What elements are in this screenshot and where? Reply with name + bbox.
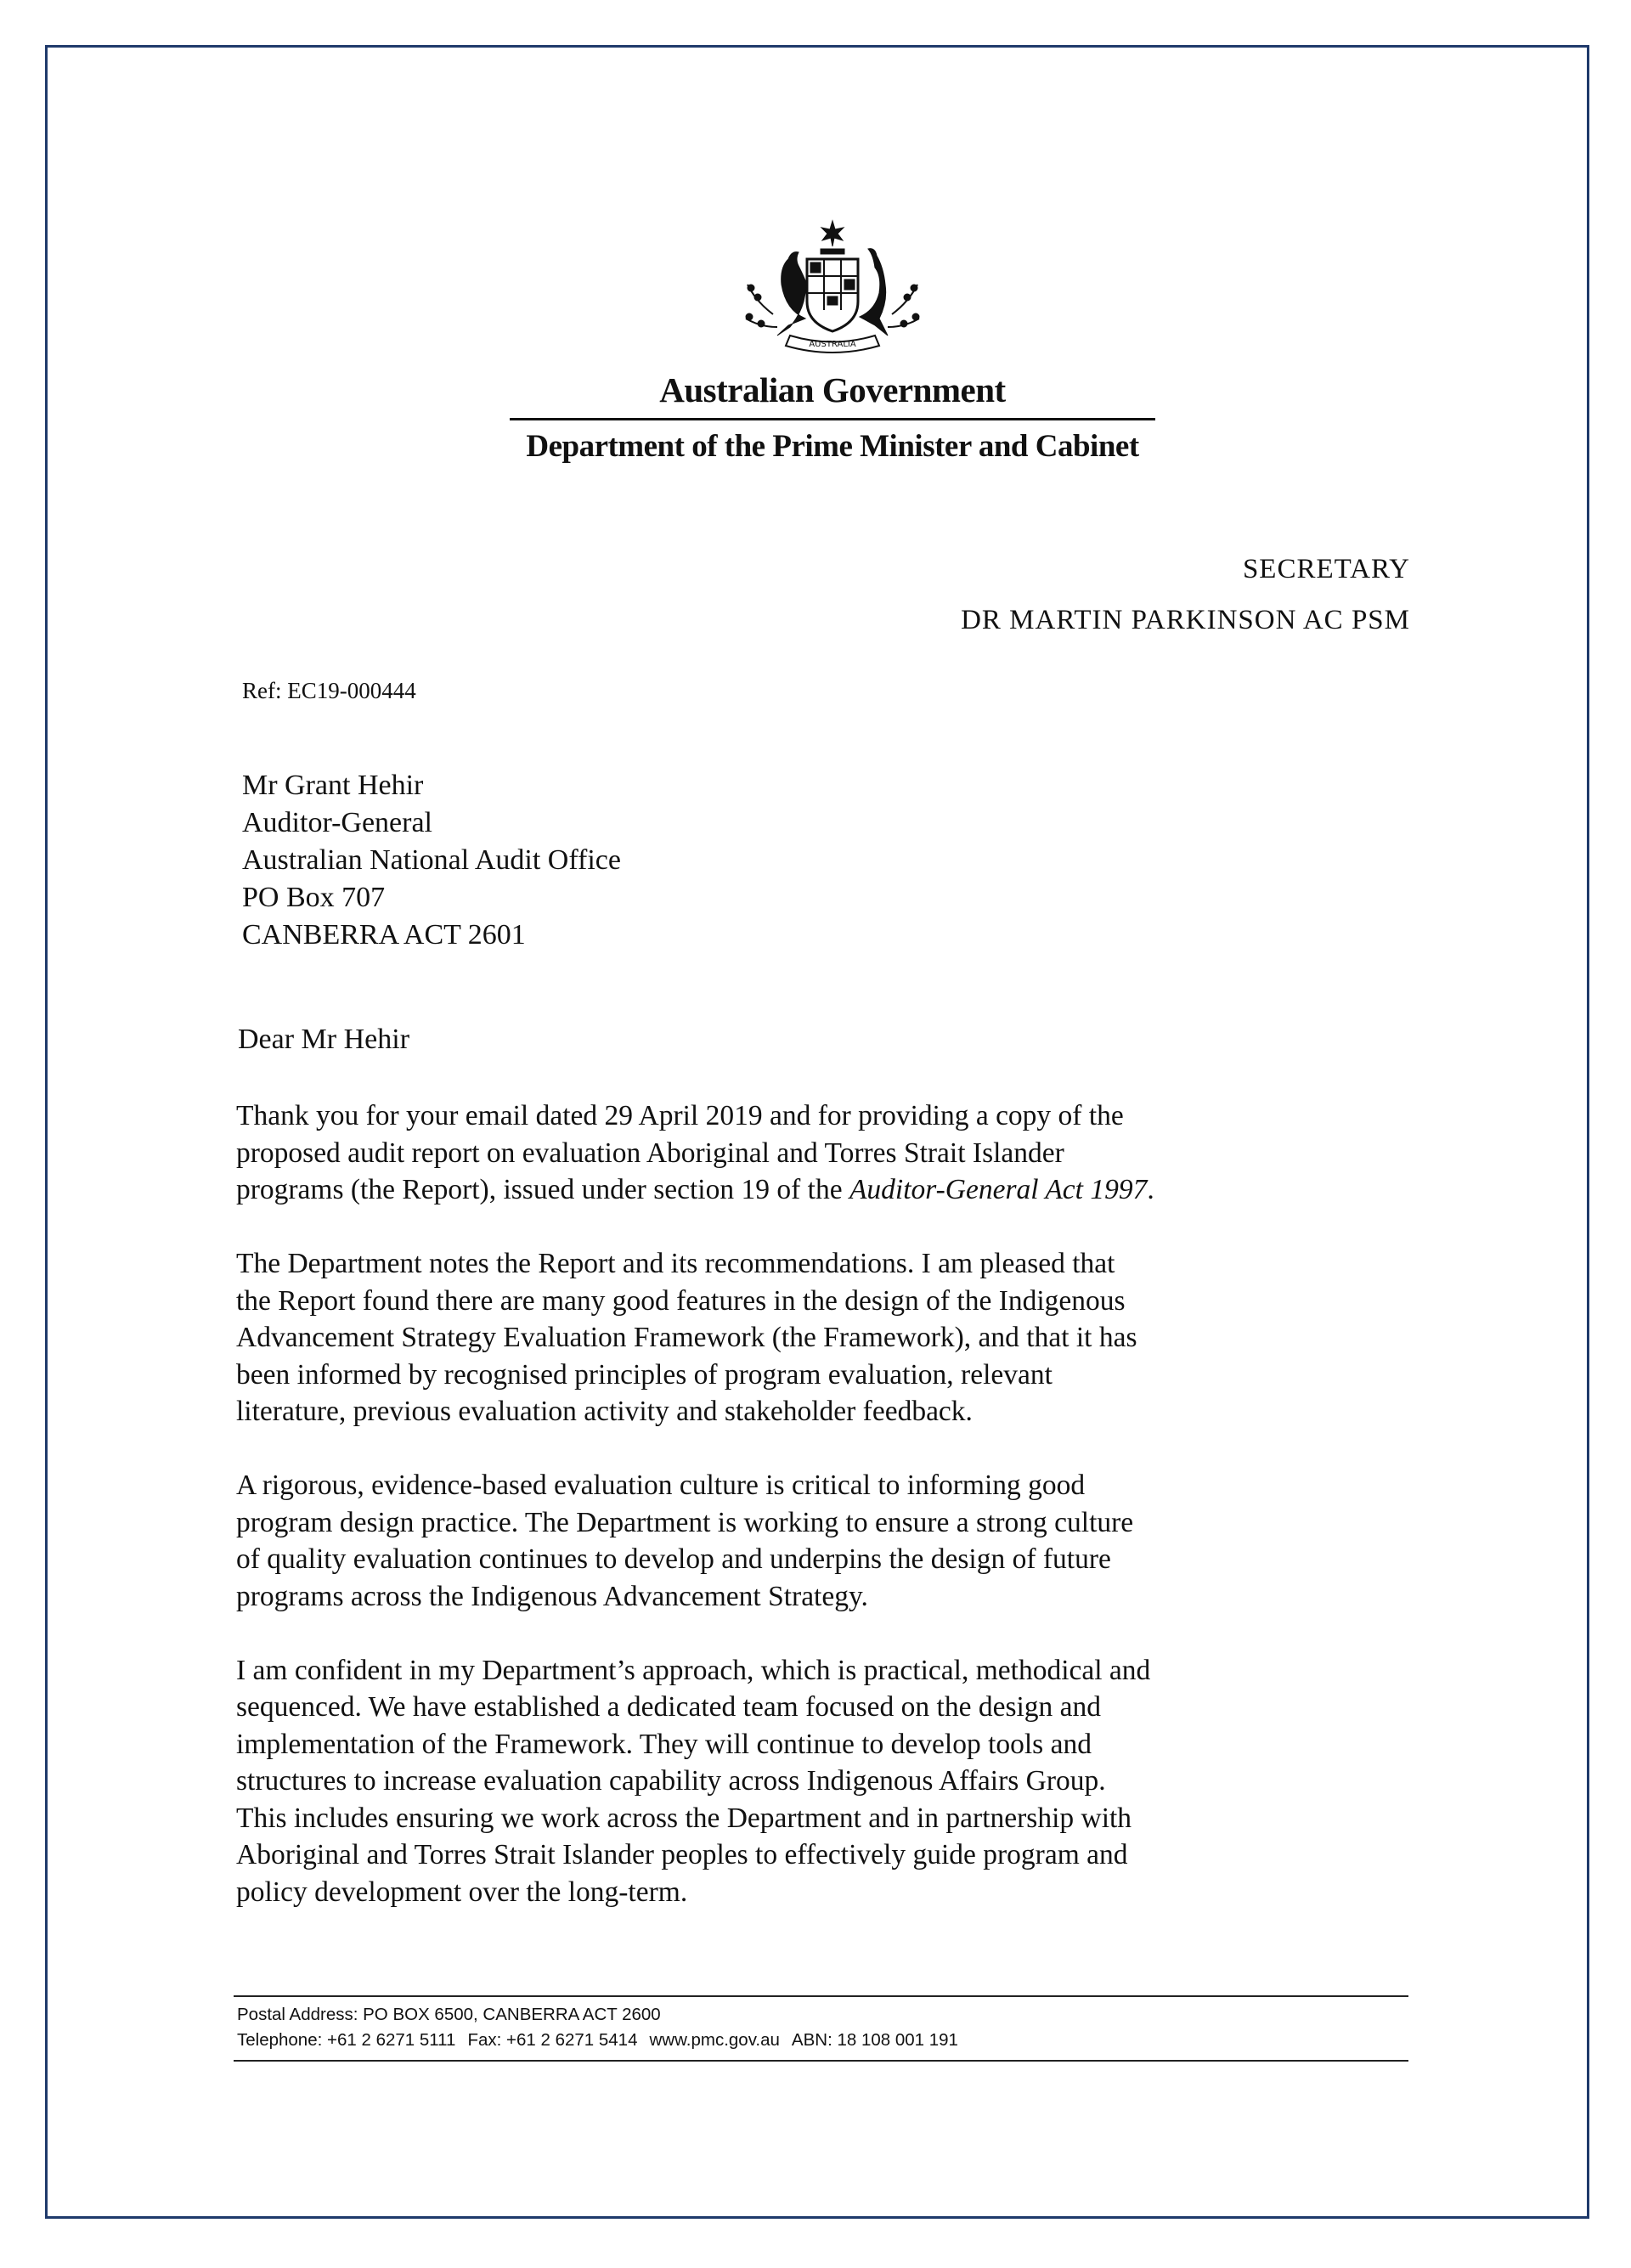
paragraph-line: structures to increase evaluation capability across Indigenous Affairs Group. — [236, 1765, 1106, 1797]
recipient-organisation: Australian National Audit Office — [242, 844, 621, 876]
paragraph-line: Advancement Strategy Evaluation Framework (the Framework), and that it has — [236, 1322, 1137, 1353]
signatory-block — [961, 544, 1410, 646]
paragraph-line: The Department notes the Report and its recommendations. I am pleased that — [236, 1248, 1115, 1279]
paragraph-line: program design practice. The Department is working to ensure a strong culture — [236, 1506, 1134, 1538]
header-divider — [510, 418, 1155, 420]
paragraph-2 — [236, 1245, 1417, 1430]
paragraph-1 — [236, 1097, 1417, 1209]
paragraph-line: implementation of the Framework. They will continue to develop tools and — [236, 1728, 1092, 1760]
footer-postal-address: Postal Address: PO BOX 6500, CANBERRA ACT 2600 — [237, 2005, 661, 2024]
paragraph-line: proposed audit report on evaluation Aboriginal and Torres Strait Islander — [236, 1137, 1064, 1169]
salutation: Dear Mr Hehir — [238, 1024, 410, 1055]
paragraph-line: A rigorous, evidence-based evaluation culture is critical to informing good — [236, 1470, 1086, 1501]
paragraph-line-end: . — [1147, 1174, 1154, 1205]
paragraph-line: Aboriginal and Torres Strait Islander peoples to effectively guide program and — [236, 1839, 1128, 1870]
paragraph-line: literature, previous evaluation activity and stakeholder feedback. — [236, 1396, 973, 1427]
footer-abn: ABN: 18 108 001 191 — [791, 2030, 958, 2050]
footer-website[interactable]: www.pmc.gov.au — [649, 2030, 780, 2050]
paragraph-line: I am confident in my Department’s approach, which is practical, methodical and — [236, 1654, 1151, 1686]
signatory-name: DR MARTIN PARKINSON AC PSM — [961, 605, 1410, 635]
letter-body — [236, 1097, 1417, 1948]
department-name: Department of the Prime Minister and Cabinet — [526, 429, 1139, 464]
footer-telephone: Telephone: +61 2 6271 5111 — [237, 2030, 456, 2050]
recipient-po-box: PO Box 707 — [242, 882, 386, 913]
paragraph-4 — [236, 1652, 1417, 1911]
recipient-city: CANBERRA ACT 2601 — [242, 919, 526, 951]
signatory-title: SECRETARY — [1242, 554, 1410, 584]
paragraph-line: This includes ensuring we work across the Department and in partnership with — [236, 1802, 1132, 1834]
recipient-title: Auditor-General — [242, 807, 433, 838]
reference-number: Ref: EC19-000444 — [242, 678, 416, 703]
footer-divider-top — [234, 1995, 1408, 1997]
paragraph-line: sequenced. We have established a dedicated team focused on the design and — [236, 1691, 1102, 1723]
paragraph-line: Thank you for your email dated 29 April 2019 and for providing a copy of the — [236, 1100, 1124, 1131]
recipient-name: Mr Grant Hehir — [242, 770, 424, 801]
paragraph-line: the Report found there are many good features in the design of the Indigenous — [236, 1284, 1126, 1317]
footer-divider-bottom — [234, 2060, 1408, 2062]
footer — [237, 2002, 958, 2053]
paragraph-line — [236, 1171, 1417, 1209]
coat-of-arms-icon — [739, 217, 926, 365]
paragraph-line: policy development over the long-term. — [236, 1876, 688, 1908]
svg-text:AUSTRALIA: AUSTRALIA — [809, 340, 856, 349]
government-name: Australian Government — [659, 370, 1006, 409]
paragraph-line: of quality evaluation continues to develop and underpins the design of future — [236, 1543, 1111, 1575]
paragraph-line-start: programs (the Report), issued under section 19 of the — [236, 1174, 849, 1205]
footer-fax: Fax: +61 2 6271 5414 — [467, 2030, 638, 2050]
act-title: Auditor-General Act 1997 — [849, 1174, 1148, 1205]
footer-contact-line — [237, 2028, 958, 2053]
paragraph-line: programs across the Indigenous Advancement Strategy. — [236, 1580, 868, 1612]
paragraph-line: been informed by recognised principles of program evaluation, relevant — [236, 1358, 1053, 1391]
recipient-address — [242, 767, 621, 954]
paragraph-3 — [236, 1467, 1417, 1615]
